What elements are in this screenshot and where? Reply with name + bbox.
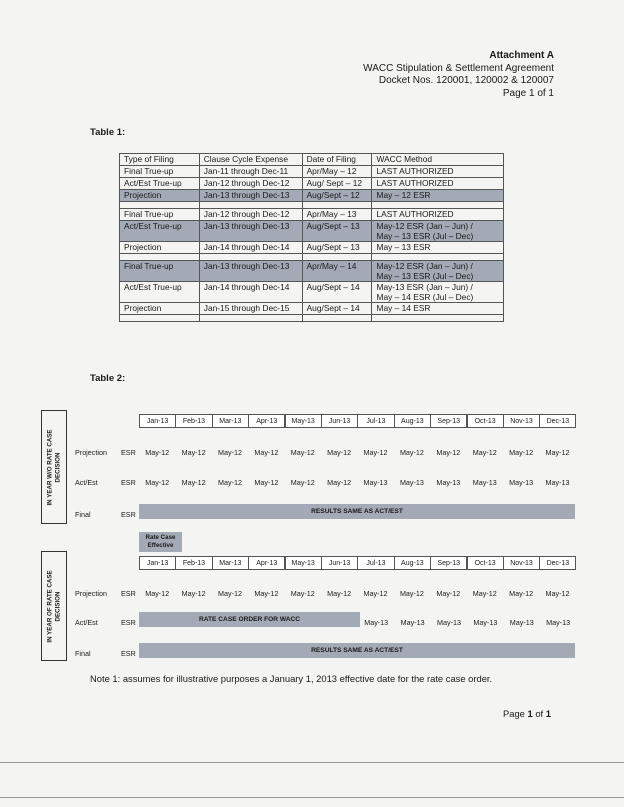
agreement-title: WACC Stipulation & Settlement Agreement	[363, 62, 554, 74]
cycle-cell: Jan-12 through Dec-12	[199, 178, 302, 190]
column-header: Date of Filing	[302, 154, 372, 166]
date-cell: Aug/Sept – 13	[302, 242, 372, 254]
spacer-row	[120, 315, 504, 322]
value-cell: May-13	[509, 478, 534, 487]
month-cell: May-13	[285, 556, 322, 570]
value-cell: May-12	[254, 478, 279, 487]
footer-page-number: Page 1 of 1	[503, 708, 551, 719]
esr-label: ESR	[121, 448, 136, 457]
month-cell: Oct-13	[467, 556, 504, 570]
value-cell: May-12	[181, 478, 206, 487]
value-cell: May-12	[217, 478, 242, 487]
method-cell: LAST AUTHORIZED	[372, 209, 504, 221]
table1-label: Table 1:	[90, 127, 126, 138]
method-cell: May-12 ESR (Jan – Jun) /	[372, 221, 504, 232]
type-cell: Act/Est True-up	[120, 178, 200, 190]
final-label: Final	[75, 510, 91, 519]
method-cell: May-12 ESR (Jan – Jun) /	[372, 261, 504, 272]
header-page-number: Page 1 of 1	[502, 87, 554, 99]
method-cell: May – 14 ESR	[372, 303, 504, 315]
column-header: Type of Filing	[120, 154, 200, 166]
month-cell: Jan-13	[139, 414, 176, 428]
value-cell: May-12	[327, 589, 352, 598]
projection-label: Projection	[75, 448, 107, 457]
value-cell: May-12	[509, 589, 534, 598]
month-cell: Feb-13	[175, 414, 212, 428]
table-row	[120, 282, 504, 293]
section1-side-label: IN YEAR W/O RATE CASE DECISION	[41, 410, 67, 524]
date-cell: Aug/Sept – 14	[302, 303, 372, 315]
value-cell: May-12	[472, 448, 497, 457]
value-cell: May-12	[254, 589, 279, 598]
method-cell: May – 13 ESR	[372, 242, 504, 254]
final-results-bar: RESULTS SAME AS ACT/EST	[139, 504, 575, 519]
page-rule	[0, 797, 624, 798]
value-cell: May-12	[217, 589, 242, 598]
value-cell: May-13	[472, 478, 497, 487]
value-cell: May-13	[400, 618, 425, 627]
month-cell: Apr-13	[248, 556, 285, 570]
date-cell: Aug/Sept – 13	[302, 221, 372, 242]
actest-values	[358, 618, 576, 627]
month-cell: Mar-13	[212, 414, 249, 428]
cycle-cell: Jan-13 through Dec-13	[199, 190, 302, 202]
date-cell: Apr/May – 12	[302, 166, 372, 178]
value-cell: May-12	[290, 478, 315, 487]
table-row	[120, 221, 504, 232]
value-cell: May-12	[363, 448, 388, 457]
value-cell: May-12	[545, 448, 570, 457]
value-cell: May-12	[217, 448, 242, 457]
month-cell: Aug-13	[394, 556, 431, 570]
spacer-row	[120, 202, 504, 209]
month-cell: Jan-13	[139, 556, 176, 570]
value-cell: May-12	[399, 589, 424, 598]
value-cell: May-13	[436, 478, 461, 487]
rate-case-order-bar: RATE CASE ORDER FOR WACC	[139, 612, 360, 627]
type-cell: Projection	[120, 303, 200, 315]
method-cell: May-13 ESR (Jan – Jun) /	[372, 282, 504, 293]
table-row	[120, 303, 504, 315]
column-header: Clause Cycle Expense	[199, 154, 302, 166]
date-cell: Aug/Sept – 14	[302, 282, 372, 303]
table-row	[120, 190, 504, 202]
value-cell: May-12	[436, 589, 461, 598]
type-cell: Final True-up	[120, 261, 200, 282]
value-cell: May-12	[145, 478, 170, 487]
type-cell: Projection	[120, 242, 200, 254]
method-cell-continued: May – 13 ESR (Jul – Dec)	[372, 271, 504, 282]
value-cell: May-12	[145, 589, 170, 598]
table2-label: Table 2:	[90, 373, 126, 384]
month-cell: Jun-13	[321, 556, 358, 570]
method-cell: May – 12 ESR	[372, 190, 504, 202]
month-cell: Jul-13	[357, 556, 394, 570]
value-cell: May-13	[436, 618, 461, 627]
value-cell: May-12	[472, 589, 497, 598]
actest-label: Act/Est	[75, 478, 98, 487]
type-cell: Act/Est True-up	[120, 282, 200, 303]
value-cell: May-12	[181, 448, 206, 457]
cycle-cell: Jan-15 through Dec-15	[199, 303, 302, 315]
esr-label: ESR	[121, 478, 136, 487]
month-cell: Jul-13	[357, 414, 394, 428]
esr-label: ESR	[121, 510, 136, 519]
table-header-row	[120, 154, 504, 166]
method-cell: LAST AUTHORIZED	[372, 166, 504, 178]
month-cell: Oct-13	[467, 414, 504, 428]
date-cell: Apr/May – 14	[302, 261, 372, 282]
value-cell: May-12	[290, 589, 315, 598]
value-cell: May-12	[545, 589, 570, 598]
method-cell-continued: May – 13 ESR (Jul – Dec)	[372, 231, 504, 242]
table-row	[120, 178, 504, 190]
month-header-row	[139, 414, 576, 428]
month-cell: Dec-13	[539, 556, 576, 570]
page-rule	[0, 762, 624, 763]
month-cell: Jun-13	[321, 414, 358, 428]
month-cell: Feb-13	[175, 556, 212, 570]
value-cell: May-13	[364, 618, 389, 627]
type-cell: Act/Est True-up	[120, 221, 200, 242]
value-cell: May-12	[327, 478, 352, 487]
projection-values	[139, 448, 576, 457]
value-cell: May-13	[363, 478, 388, 487]
wacc-method-table	[119, 153, 504, 322]
actest-values	[139, 478, 576, 487]
month-cell: Sep-13	[430, 556, 467, 570]
month-header-row	[139, 556, 576, 570]
month-cell: Dec-13	[539, 414, 576, 428]
type-cell: Final True-up	[120, 166, 200, 178]
attachment-title: Attachment A	[489, 50, 554, 61]
month-cell: Aug-13	[394, 414, 431, 428]
final-results-bar: RESULTS SAME AS ACT/EST	[139, 643, 575, 658]
spacer-row	[120, 254, 504, 261]
method-cell: LAST AUTHORIZED	[372, 178, 504, 190]
cycle-cell: Jan-13 through Dec-13	[199, 221, 302, 242]
value-cell: May-12	[363, 589, 388, 598]
value-cell: May-12	[290, 448, 315, 457]
date-cell: Aug/Sept – 12	[302, 190, 372, 202]
value-cell: May-12	[399, 448, 424, 457]
value-cell: May-13	[545, 478, 570, 487]
date-cell: Apr/May – 13	[302, 209, 372, 221]
table-row	[120, 261, 504, 272]
month-cell: Sep-13	[430, 414, 467, 428]
final-label: Final	[75, 649, 91, 658]
section2-side-label: IN YEAR OF RATE CASE DECISION	[41, 551, 67, 661]
method-cell-continued: May – 14 ESR (Jul – Dec)	[372, 292, 504, 303]
table-row	[120, 209, 504, 221]
document-header	[363, 50, 554, 100]
cycle-cell: Jan-12 through Dec-12	[199, 209, 302, 221]
table-row	[120, 242, 504, 254]
month-cell: Nov-13	[503, 414, 540, 428]
table-row	[120, 166, 504, 178]
actest-label: Act/Est	[75, 618, 98, 627]
value-cell: May-12	[181, 589, 206, 598]
value-cell: May-12	[327, 448, 352, 457]
month-cell: Nov-13	[503, 556, 540, 570]
rate-case-effective-badge: Rate Case Effective	[139, 532, 182, 552]
value-cell: May-12	[436, 448, 461, 457]
projection-label: Projection	[75, 589, 107, 598]
type-cell: Final True-up	[120, 209, 200, 221]
value-cell: May-12	[145, 448, 170, 457]
value-cell: May-12	[509, 448, 534, 457]
cycle-cell: Jan-14 through Dec-14	[199, 282, 302, 303]
value-cell: May-12	[254, 448, 279, 457]
column-header: WACC Method	[372, 154, 504, 166]
esr-label: ESR	[121, 589, 136, 598]
type-cell: Projection	[120, 190, 200, 202]
month-cell: May-13	[285, 414, 322, 428]
footnote: Note 1: assumes for illustrative purposes a January 1, 2013 effective date for the rate case order.	[90, 673, 493, 684]
value-cell: May-13	[399, 478, 424, 487]
month-cell: Apr-13	[248, 414, 285, 428]
value-cell: May-13	[509, 618, 534, 627]
esr-label: ESR	[121, 649, 136, 658]
esr-label: ESR	[121, 618, 136, 627]
docket-numbers: Docket Nos. 120001, 120002 & 120007	[378, 75, 554, 87]
cycle-cell: Jan-11 through Dec-11	[199, 166, 302, 178]
projection-values	[139, 589, 576, 598]
month-cell: Mar-13	[212, 556, 249, 570]
cycle-cell: Jan-14 through Dec-14	[199, 242, 302, 254]
value-cell: May-13	[473, 618, 498, 627]
date-cell: Aug/ Sept – 12	[302, 178, 372, 190]
value-cell: May-13	[546, 618, 571, 627]
cycle-cell: Jan-13 through Dec-13	[199, 261, 302, 282]
